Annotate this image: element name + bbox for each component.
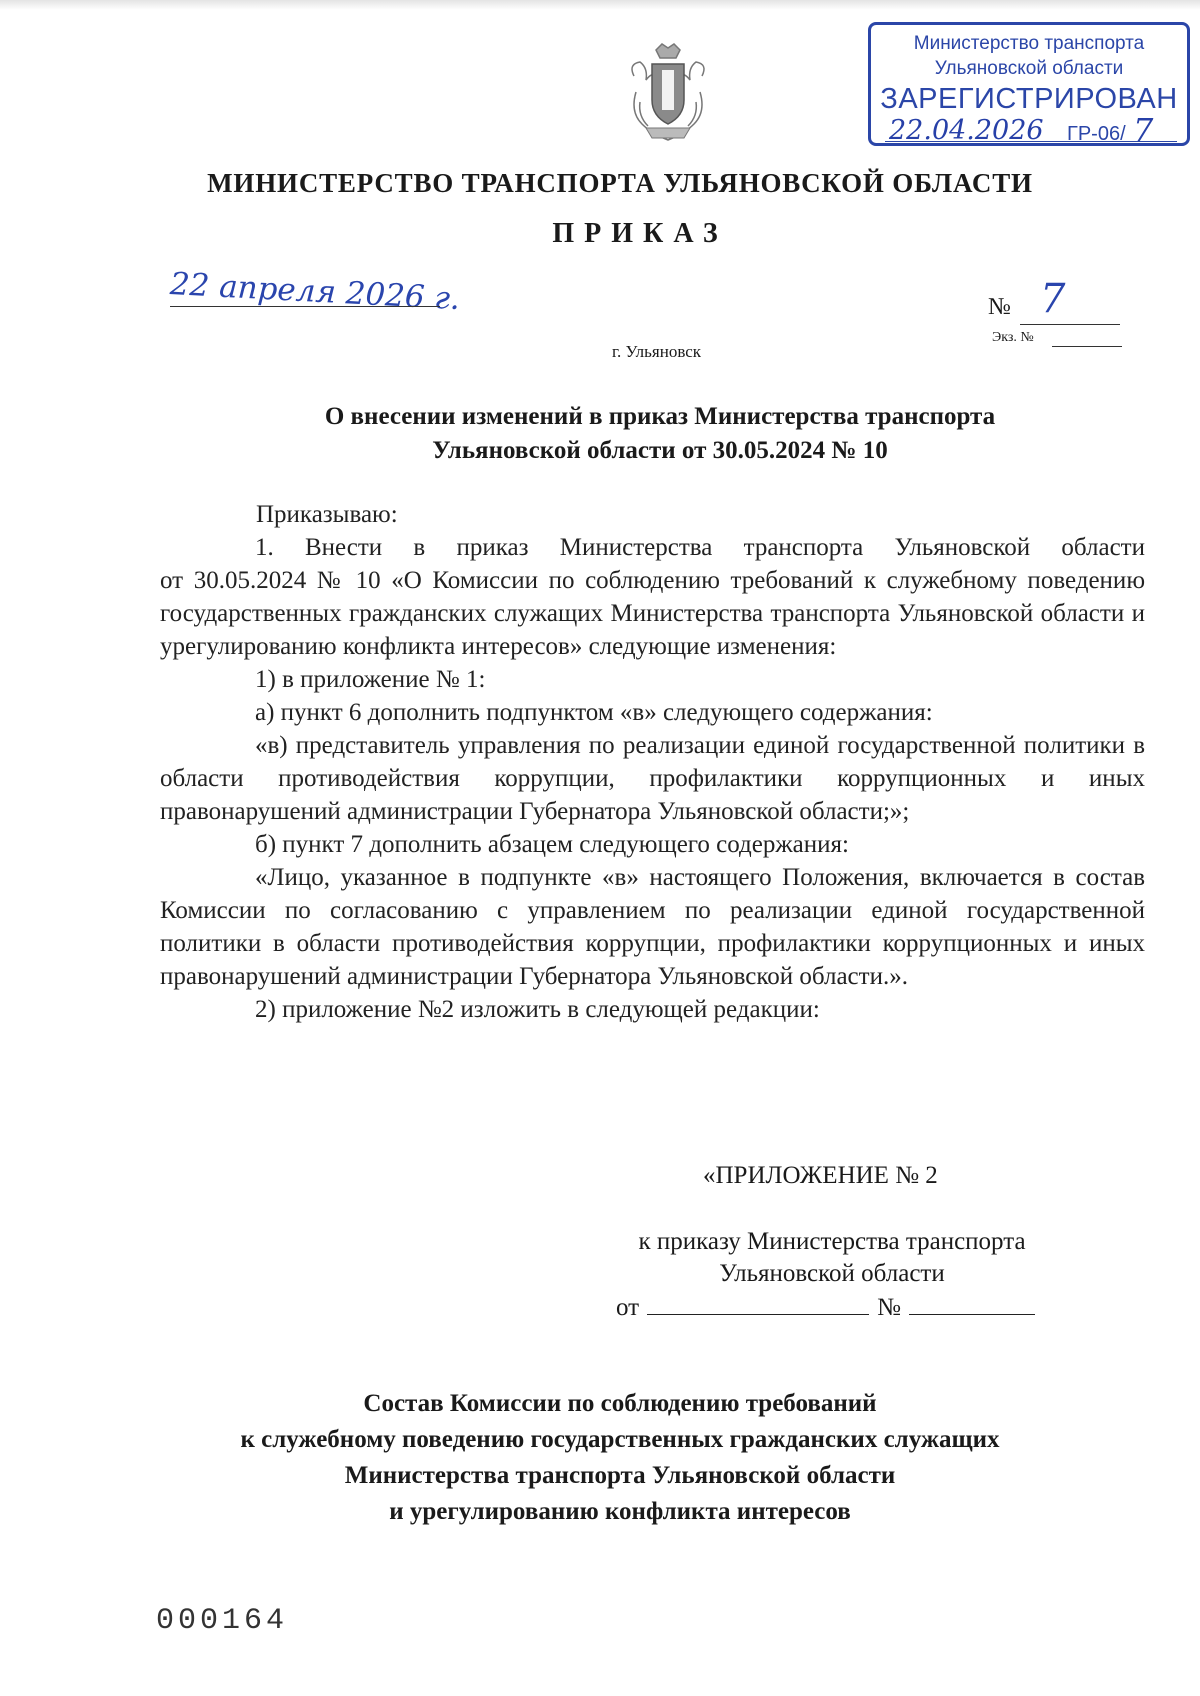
item-1b-text: «Лицо, указанное в подпункте «в» настоящего Положения, включается в состав Комиссии по согласованию с управлением по реализации единой государственной политики в области противодействия коррупции, профилактики коррупционных и иных правонарушений администрации Губернатора Ульяновской области.». [160, 864, 1145, 990]
stamp-date-handwritten: 22.04.2026 [889, 115, 1044, 146]
appendix-reference [612, 1226, 1052, 1290]
appendix-number-blank [909, 1292, 1035, 1315]
coat-of-arms-icon [626, 42, 710, 146]
item-2: 2) приложение №2 изложить в следующей редакции: [255, 996, 820, 1023]
date-underline [170, 306, 440, 307]
city: г. Ульяновск [612, 342, 702, 361]
appendix-number-label: № [877, 1294, 901, 1321]
stamp-org-line2: Ульяновской области [934, 58, 1124, 79]
stamp-reg-prefix: ГР-06/ [1067, 123, 1126, 145]
registration-stamp [868, 22, 1190, 149]
composition-line4: и урегулированию конфликта интересов [389, 1498, 851, 1525]
item-1a: а) пункт 6 дополнить подпунктом «в» следующего содержания: [255, 699, 933, 726]
ministry-name: МИНИСТЕРСТВО ТРАНСПОРТА УЛЬЯНОВСКОЙ ОБЛАСТИ [207, 168, 1033, 198]
stamp-underline [885, 141, 1177, 142]
paragraph-1-first-line: 1. Внести в приказ Министерства транспорта Ульяновской области [255, 534, 1145, 561]
order-body [160, 498, 1145, 1026]
item-1b: б) пункт 7 дополнить абзацем следующего содержания: [255, 831, 849, 858]
scan-edge [0, 0, 1200, 10]
item-1: 1) в приложение № 1: [255, 666, 486, 693]
stamp-org-line1: Министерство транспорта [913, 33, 1145, 54]
composition-line3: Министерства транспорта Ульяновской области [344, 1462, 896, 1489]
order-number-label: № [988, 294, 1011, 320]
document-type: ПРИКАЗ [552, 218, 728, 249]
stamp-status: ЗАРЕГИСТРИРОВАН [880, 83, 1178, 115]
composition-line2: к служебному поведению государственных гражданских служащих [240, 1426, 1000, 1453]
appendix-heading: «ПРИЛОЖЕНИЕ № 2 [703, 1162, 938, 1189]
appendix-date-number [616, 1292, 1035, 1322]
item-1a-text: «в) представитель управления по реализации единой государственной политики в области противодействия коррупции, профилактики коррупционных и иных правонарушений администрации Губернатора Ульяновской области;»; [160, 732, 1145, 825]
composition-heading [160, 1386, 1080, 1530]
appendix-date-blank [647, 1292, 869, 1315]
copy-number-underline [1052, 346, 1122, 347]
appendix-reference-line2: Ульяновской области [719, 1260, 945, 1287]
appendix-reference-line1: к приказу Министерства транспорта [638, 1228, 1026, 1255]
handwritten-date: 22 апреля 2026 г. [169, 266, 461, 318]
order-title-line1: О внесении изменений в приказ Министерства транспорта [324, 403, 996, 430]
order-number-underline [1020, 324, 1120, 325]
order-title-line2: Ульяновской области от 30.05.2024 № 10 [432, 437, 888, 464]
order-title [250, 400, 1070, 468]
copy-number-label: Экз. № [992, 330, 1034, 345]
stamp-reg-number: 7 [1133, 111, 1154, 149]
serial-number: 000164 [156, 1604, 289, 1638]
greeting: Приказываю: [256, 501, 398, 528]
paragraph-1-text: от 30.05.2024 № 10 «О Комиссии по соблюдению требований к служебному поведению государственных гражданских служащих Министерства транспорта Ульяновской области и урегулированию конфликта интересов» следующие изменения: [160, 567, 1145, 660]
appendix-from-label: от [616, 1294, 640, 1321]
order-number-handwritten: 7 [1040, 276, 1066, 322]
composition-line1: Состав Комиссии по соблюдению требований [363, 1390, 877, 1417]
